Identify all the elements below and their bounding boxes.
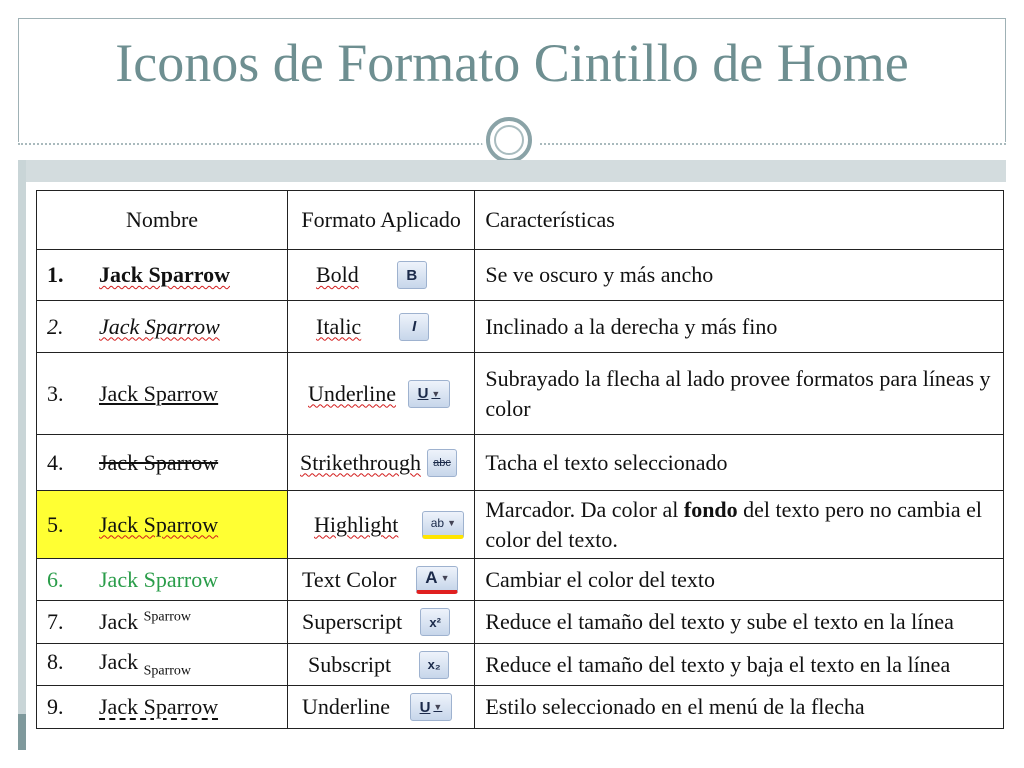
name-cell xyxy=(37,686,288,729)
row-number: 7. xyxy=(47,609,64,634)
row-number: 1. xyxy=(47,262,64,287)
desc-cell: Marcador. Da color al fondo del texto pero no cambia el color del texto. xyxy=(475,491,1004,559)
desc-cell: Cambiar el color del texto xyxy=(475,559,1004,601)
row-number: 4. xyxy=(47,449,64,475)
table-row xyxy=(37,686,1004,729)
name-cell xyxy=(37,353,288,435)
table-row xyxy=(37,301,1004,353)
content-band xyxy=(26,160,1006,182)
format-cell xyxy=(288,686,475,729)
header-formato: Formato Aplicado xyxy=(288,191,475,250)
sample-text: Jack xyxy=(99,609,144,634)
row-number: 8. xyxy=(47,649,64,675)
format-cell xyxy=(288,644,475,686)
divider-left xyxy=(18,143,486,145)
sample-text: Jack Sparrow xyxy=(99,511,219,537)
sample-superscript: Sparrow xyxy=(143,609,192,625)
format-cell xyxy=(288,353,475,435)
name-cell xyxy=(37,250,288,301)
row-number: 6. xyxy=(47,566,64,592)
format-cell xyxy=(288,559,475,601)
sample-text: Jack Sparrow xyxy=(99,566,219,592)
italic-icon: I xyxy=(399,313,429,341)
format-label: Text Color xyxy=(302,566,397,592)
name-cell xyxy=(37,644,288,686)
row-number: 9. xyxy=(47,694,64,719)
side-bar xyxy=(18,160,26,750)
underline-icon: U ▼ xyxy=(410,693,452,721)
table-header-row xyxy=(37,191,1004,250)
format-label: Underline xyxy=(302,694,390,719)
desc-cell: Inclinado a la derecha y más fino xyxy=(475,301,1004,353)
format-cell xyxy=(288,435,475,491)
table-row xyxy=(37,644,1004,686)
sample-text: Jack xyxy=(99,649,144,675)
name-cell xyxy=(37,491,288,559)
name-cell xyxy=(37,301,288,353)
format-label: Subscript xyxy=(308,651,392,677)
desc-cell: Estilo seleccionado en el menú de la flecha xyxy=(475,686,1004,729)
format-label: Strikethrough xyxy=(300,449,421,475)
sample-text: Jack Sparrow xyxy=(99,380,219,406)
table-row xyxy=(37,491,1004,559)
desc-cell: Tacha el texto seleccionado xyxy=(475,435,1004,491)
format-table xyxy=(36,190,1004,729)
sample-text: Jack Sparrow xyxy=(99,449,219,475)
row-number: 5. xyxy=(47,511,64,537)
highlight-icon: ab ▼ xyxy=(422,511,464,539)
table-row xyxy=(37,250,1004,301)
format-label: Superscript xyxy=(302,609,403,634)
table-row xyxy=(37,559,1004,601)
superscript-icon: x² xyxy=(420,608,450,636)
sample-text: Jack Sparrow xyxy=(99,313,220,339)
desc-cell: Reduce el tamaño del texto y baja el texto en la línea xyxy=(475,644,1004,686)
format-cell xyxy=(288,250,475,301)
name-cell xyxy=(37,601,288,644)
name-cell xyxy=(37,559,288,601)
bold-icon: B xyxy=(397,261,427,289)
sample-text: Jack Sparrow xyxy=(99,262,230,287)
underline-icon: U ▼ xyxy=(408,380,450,408)
sample-text: Jack Sparrow xyxy=(99,694,219,719)
format-cell xyxy=(288,601,475,644)
slide-title: Iconos de Formato Cintillo de Home xyxy=(115,33,909,93)
row-number: 3. xyxy=(47,380,64,406)
format-label: Italic xyxy=(316,313,362,339)
format-label: Highlight xyxy=(314,511,399,537)
format-cell xyxy=(288,301,475,353)
strikethrough-icon: abc xyxy=(427,449,457,477)
subscript-icon: x₂ xyxy=(419,651,449,679)
text-color-icon: A ▼ xyxy=(416,566,458,594)
divider-right xyxy=(540,143,1006,145)
format-cell xyxy=(288,491,475,559)
desc-cell: Se ve oscuro y más ancho xyxy=(475,250,1004,301)
desc-cell: Subrayado la flecha al lado provee formatos para líneas y color xyxy=(475,353,1004,435)
row-number: 2. xyxy=(47,313,64,339)
table-row xyxy=(37,353,1004,435)
format-label: Underline xyxy=(308,380,396,406)
ornament-circle-icon xyxy=(486,117,532,163)
table-row xyxy=(37,601,1004,644)
table-row xyxy=(37,435,1004,491)
name-cell xyxy=(37,435,288,491)
desc-cell: Reduce el tamaño del texto y sube el texto en la línea xyxy=(475,601,1004,644)
header-caracteristicas: Características xyxy=(475,191,1004,250)
format-label: Bold xyxy=(316,262,359,287)
header-nombre: Nombre xyxy=(37,191,288,250)
sample-subscript: Sparrow xyxy=(143,663,192,679)
side-bar-accent xyxy=(18,714,26,750)
